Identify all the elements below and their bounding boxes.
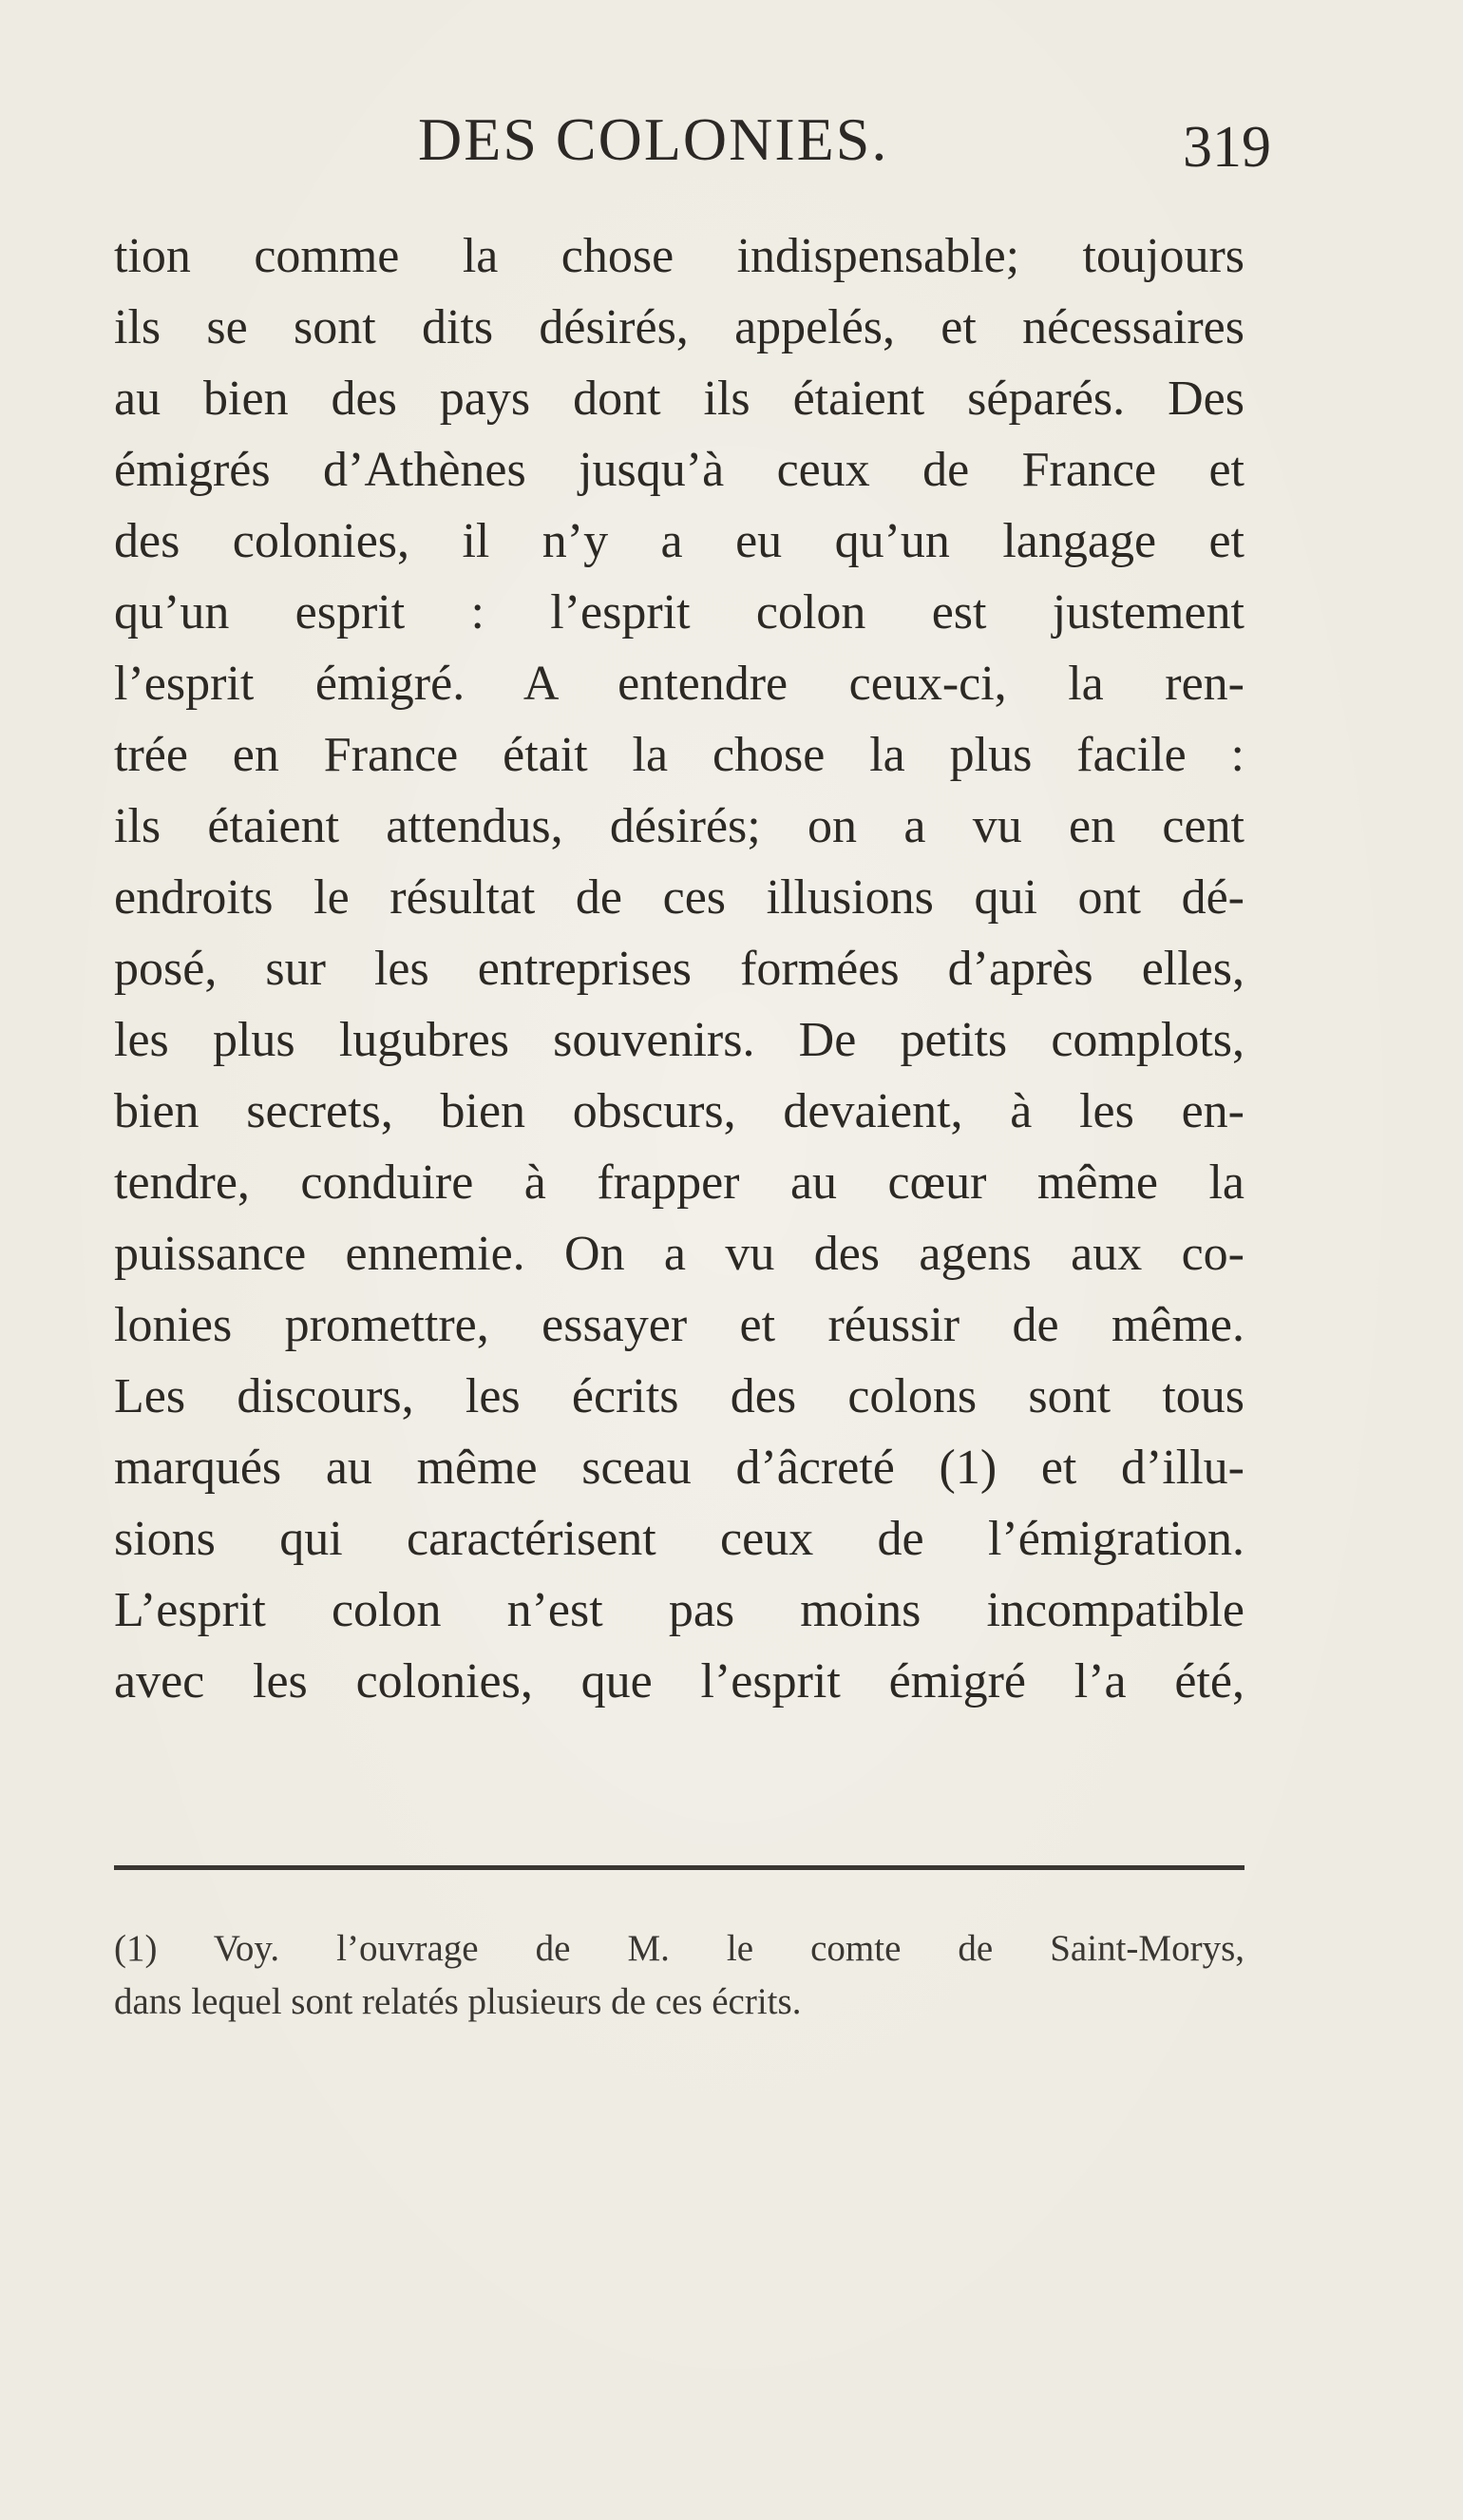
text-line: émigrés d’Athènes jusqu’à ceux de France et	[114, 443, 1244, 497]
running-head	[0, 105, 1463, 181]
text-line: lonies promettre, essayer et réussir de même.	[114, 1298, 1244, 1352]
text-line: puissance ennemie. On a vu des agens aux co-	[114, 1227, 1244, 1281]
text-line: les plus lugubres souvenirs. De petits complots,	[114, 1013, 1244, 1067]
text-line: tion comme la chose indispensable; toujours	[114, 229, 1244, 283]
page-number: 319	[1183, 115, 1271, 180]
text-line: bien secrets, bien obscurs, devaient, à les en-	[114, 1084, 1244, 1138]
text-line: trée en France était la chose la plus facile :	[114, 728, 1244, 782]
footnote	[114, 1922, 1244, 2029]
text-line: marqués au même sceau d’âcreté (1) et d’illu-	[114, 1441, 1244, 1495]
text-line: l’esprit émigré. A entendre ceux-ci, la ren-	[114, 657, 1244, 711]
text-line: endroits le résultat de ces illusions qui ont dé-	[114, 870, 1244, 925]
text-line: posé, sur les entreprises formées d’après elles,	[114, 942, 1244, 996]
body-text	[114, 220, 1244, 1717]
running-title: DES COLONIES.	[418, 105, 889, 173]
footnote-line: (1) Voy. l’ouvrage de M. le comte de Saint-Morys,	[114, 1928, 1244, 1969]
text-line: L’esprit colon n’est pas moins incompatible	[114, 1583, 1244, 1637]
text-line: qu’un esprit : l’esprit colon est justement	[114, 585, 1244, 640]
footnote-separator-rule	[114, 1865, 1244, 1870]
text-line: ils se sont dits désirés, appelés, et nécessaires	[114, 300, 1244, 354]
text-line: au bien des pays dont ils étaient séparés. Des	[114, 372, 1244, 426]
text-line: sions qui caractérisent ceux de l’émigration.	[114, 1512, 1244, 1566]
text-line: Les discours, les écrits des colons sont tous	[114, 1369, 1244, 1423]
text-line: avec les colonies, que l’esprit émigré l’a été,	[114, 1654, 1244, 1709]
footnote-line: dans lequel sont relatés plusieurs de ces écrits.	[114, 1981, 802, 2022]
text-line: tendre, conduire à frapper au cœur même la	[114, 1155, 1244, 1210]
text-line: ils étaient attendus, désirés; on a vu en cent	[114, 799, 1244, 853]
text-line: des colonies, il n’y a eu qu’un langage et	[114, 514, 1244, 568]
